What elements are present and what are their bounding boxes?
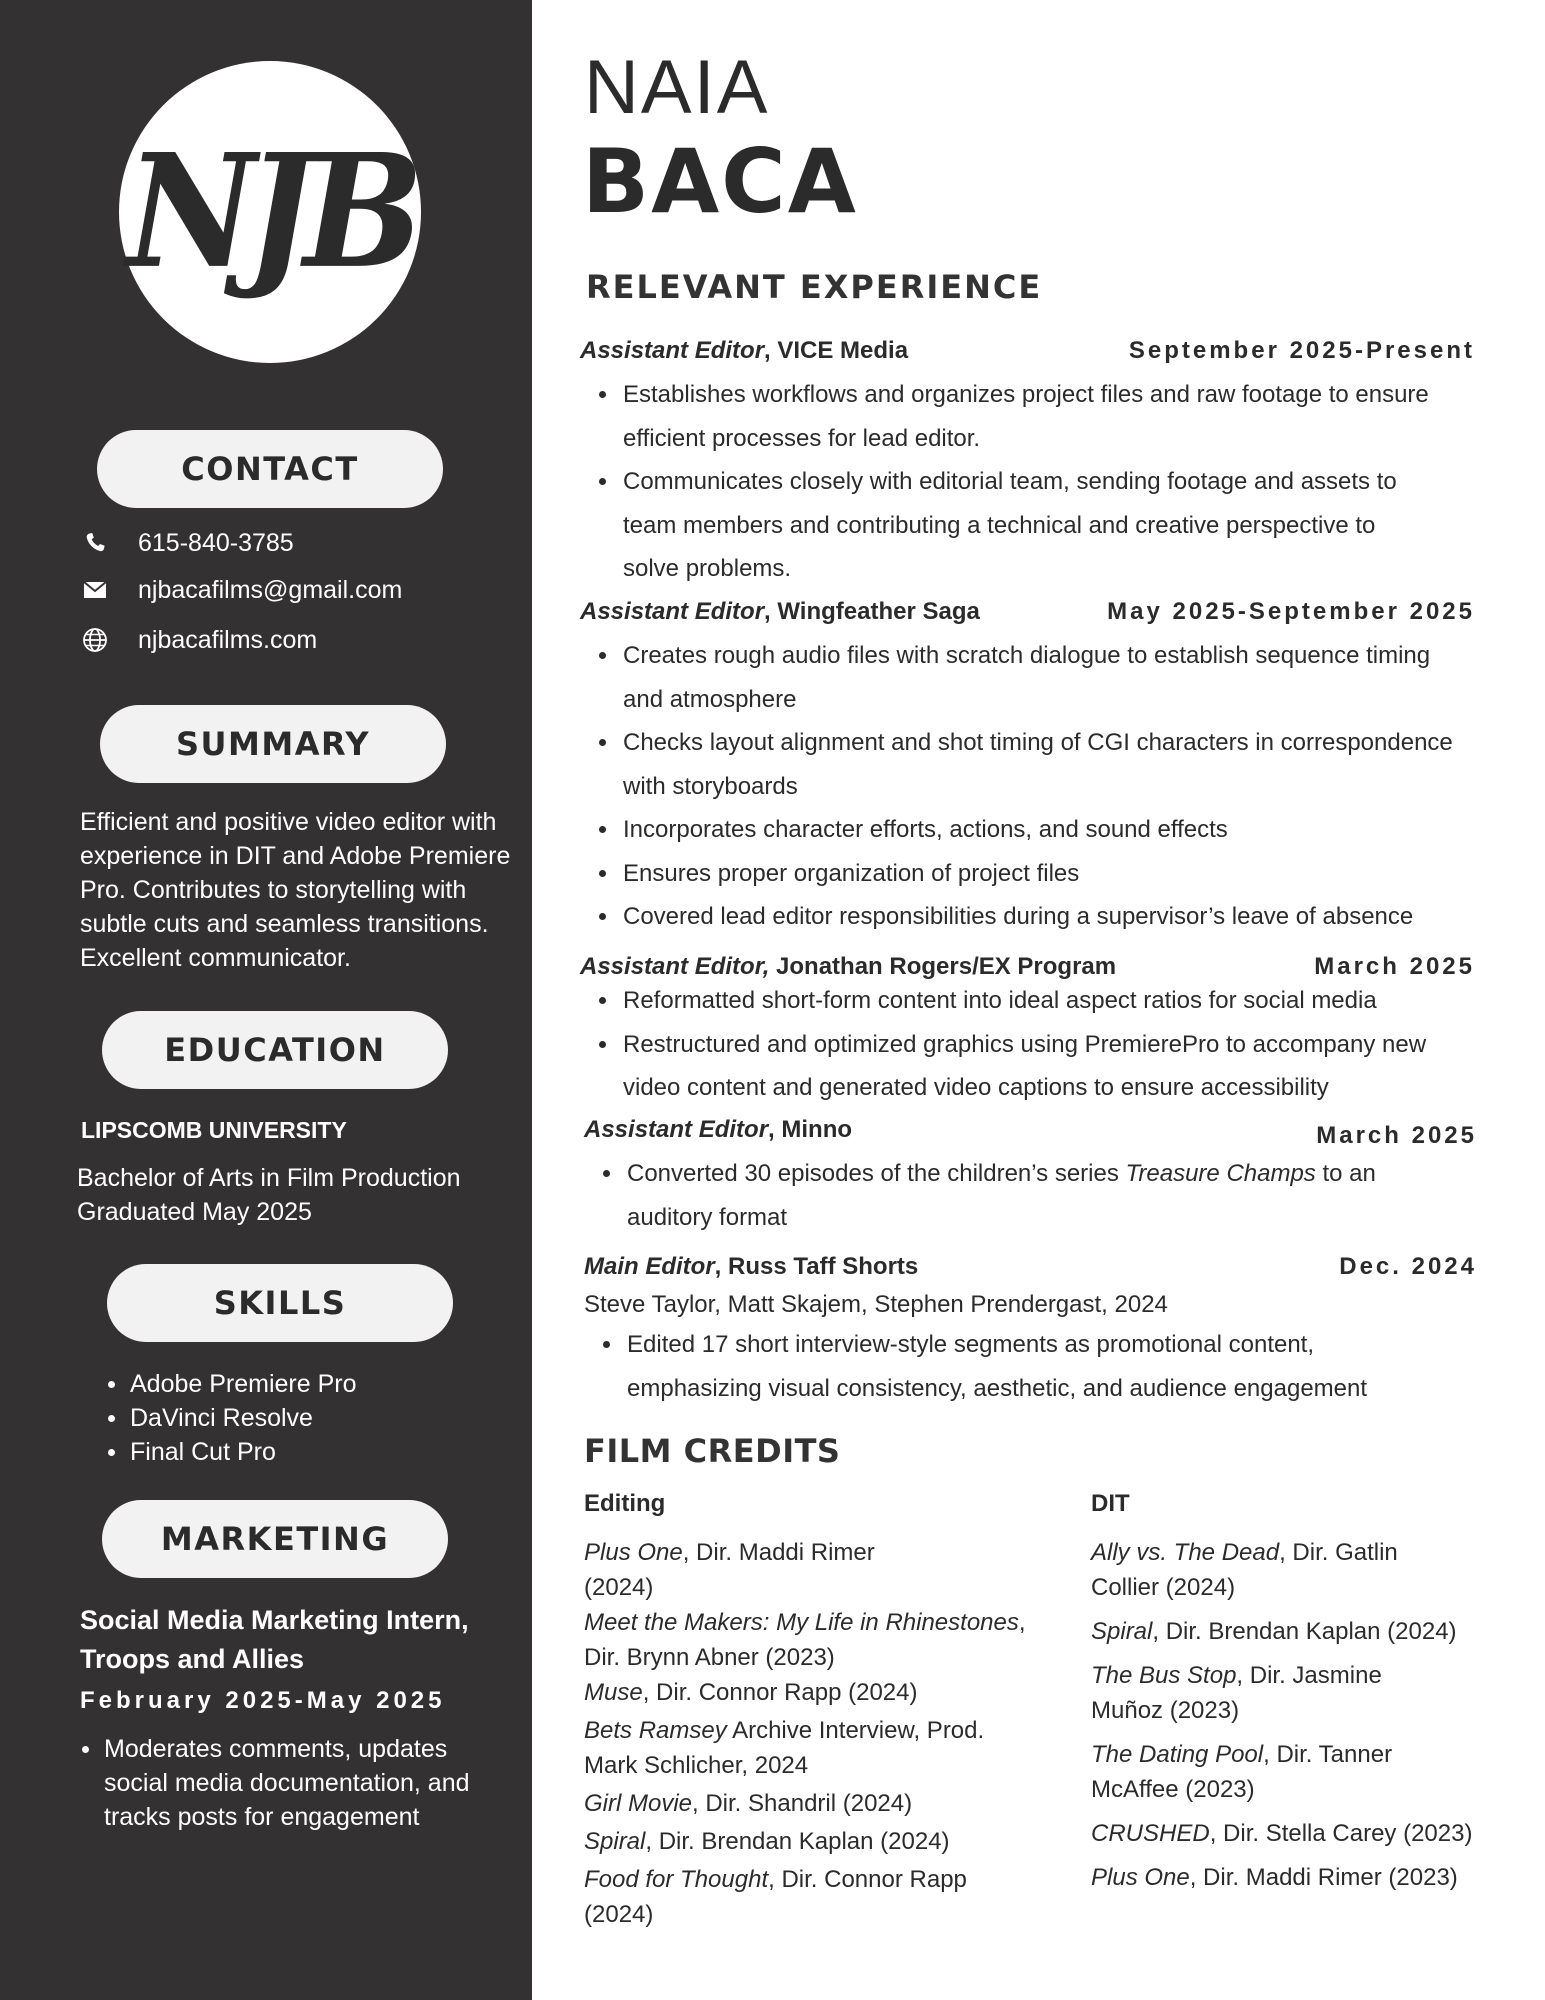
job-bullet <box>596 634 1453 721</box>
film-title: Meet the Makers: My Life in Rhinestones <box>584 1609 1019 1636</box>
summary-line: Pro. Contributes to storytelling with <box>80 876 467 904</box>
credit-item <box>584 1786 1026 1821</box>
graduation: Graduated May 2025 <box>77 1198 312 1226</box>
bullet-line: solve problems. <box>623 555 792 582</box>
job-bullet <box>600 1152 1376 1239</box>
bullet-line: team members and contributing a technical and creative perspective to <box>623 511 1376 539</box>
job-org: , VICE Media <box>764 337 909 364</box>
film-title: Spiral <box>1091 1618 1153 1645</box>
film-title: The Dating Pool <box>1091 1741 1264 1768</box>
contact-heading: CONTACT <box>97 430 443 508</box>
credit-detail: , Dir. Shandril (2024) <box>692 1790 913 1817</box>
contact-phone <box>80 528 294 558</box>
credit-item <box>1091 1816 1472 1851</box>
credit-detail: , <box>1018 1609 1026 1636</box>
credit-detail: , Dir. Stella Carey (2023) <box>1209 1820 1473 1847</box>
bullet-line: emphasizing visual consistency, aesthetic, and audience engagement <box>627 1374 1368 1402</box>
credit-item <box>1091 1737 1472 1772</box>
credit-detail: (2024) <box>584 1901 654 1928</box>
film-title: Bets Ramsey <box>584 1717 727 1744</box>
credit-detail: , Dir. Brendan Kaplan (2024) <box>1152 1618 1457 1645</box>
credit-item <box>1091 1860 1472 1895</box>
film-credits-heading: FILM CREDITS <box>584 1432 841 1470</box>
bullet-line: Edited 17 short interview-style segments as promotional content, <box>627 1331 1315 1358</box>
credit-detail: , Dir. Maddi Rimer (2023) <box>1189 1864 1458 1891</box>
job-header <box>584 1251 1477 1283</box>
dit-heading: DIT <box>1091 1490 1130 1517</box>
job-bullet <box>596 979 1426 1023</box>
dit-credits <box>1091 1535 1472 1895</box>
job-title: Assistant Editor <box>584 1116 769 1143</box>
marketing-role-line: Social Media Marketing Intern, <box>80 1605 469 1635</box>
job-bullet <box>596 852 1453 896</box>
last-name: BACA <box>582 130 858 233</box>
credit-item <box>584 1862 1026 1897</box>
logo-monogram: NJB <box>126 120 414 304</box>
globe-icon <box>80 625 110 655</box>
job-bullets <box>596 979 1426 1110</box>
credit-detail: , Dir. Brendan Kaplan (2024) <box>645 1828 950 1855</box>
credit-detail: McAffee (2023) <box>1091 1776 1255 1803</box>
logo <box>119 61 421 363</box>
bullet-text: Converted 30 episodes of the children’s series <box>627 1160 1126 1187</box>
job-bullet <box>596 1023 1426 1110</box>
credit-item <box>584 1713 1026 1748</box>
summary-line: subtle cuts and seamless transitions. <box>80 910 489 938</box>
experience-heading: RELEVANT EXPERIENCE <box>586 268 1043 306</box>
summary-line: experience in DIT and Adobe Premiere <box>80 842 511 870</box>
film-title: Plus One <box>1091 1864 1190 1891</box>
film-title: Ally vs. The Dead <box>1091 1539 1280 1566</box>
summary-text <box>80 805 510 975</box>
marketing-role <box>80 1601 469 1679</box>
job-dates: September 2025-Present <box>1128 337 1475 364</box>
job-bullet <box>596 895 1453 939</box>
school-name: LIPSCOMB UNIVERSITY <box>81 1117 347 1143</box>
job-header <box>580 335 1475 367</box>
credit-detail: Dir. Brynn Abner (2023) <box>584 1644 835 1671</box>
job-org: , Wingfeather Saga <box>764 598 980 625</box>
bullet-line: Checks layout alignment and shot timing of CGI characters in correspondence <box>623 729 1453 756</box>
credit-item <box>584 1675 1026 1710</box>
job-bullet <box>596 721 1453 808</box>
editing-credits <box>584 1535 1026 1932</box>
job-bullets <box>596 634 1453 939</box>
marketing-bullet-line: tracks posts for engagement <box>104 1803 420 1831</box>
marketing-bullet <box>78 1732 470 1834</box>
skills-heading: SKILLS <box>107 1264 453 1342</box>
job-header <box>580 596 1475 628</box>
credit-detail: (2024) <box>584 1574 654 1601</box>
job-bullet <box>596 373 1429 460</box>
bullet-line: Communicates closely with editorial team, sending footage and assets to <box>623 468 1397 495</box>
marketing-bullets <box>78 1732 470 1834</box>
credit-detail: , Dir. Tanner <box>1263 1741 1393 1768</box>
film-title: Muse <box>584 1679 643 1706</box>
bullet-line: Ensures proper organization of project files <box>623 859 1080 887</box>
credit-detail: , Dir. Connor Rapp (2024) <box>642 1679 918 1706</box>
phone-number[interactable]: 615-840-3785 <box>138 528 294 557</box>
envelope-icon <box>80 575 110 605</box>
credit-detail: Collier (2024) <box>1091 1574 1236 1601</box>
bullet-line: Creates rough audio files with scratch dialogue to establish sequence timing <box>623 642 1431 669</box>
bullet-line: Restructured and optimized graphics using PremierePro to accompany new <box>623 1030 1427 1058</box>
film-title: Plus One <box>584 1539 683 1566</box>
job-subline: Steve Taylor, Matt Skajem, Stephen Prendergast, 2024 <box>584 1291 1168 1318</box>
bullet-line: Reformatted short-form content into ideal aspect ratios for social media <box>623 987 1377 1014</box>
first-name: NAIA <box>584 45 770 130</box>
sidebar <box>0 0 532 2000</box>
marketing-bullet-line: social media documentation, and <box>104 1769 470 1797</box>
film-title: Spiral <box>584 1828 646 1855</box>
education-heading: EDUCATION <box>102 1011 448 1089</box>
job-dates: March 2025 <box>1316 1122 1477 1149</box>
job-bullets <box>600 1152 1376 1239</box>
job-org: , Russ Taff Shorts <box>714 1253 919 1280</box>
bullet-line: Establishes workflows and organizes project files and raw footage to ensure <box>623 381 1429 408</box>
job-title: Assistant Editor <box>580 598 765 625</box>
credit-detail: Muñoz (2023) <box>1091 1697 1240 1724</box>
summary-heading: SUMMARY <box>100 705 446 783</box>
job-org: Jonathan Rogers/EX Program <box>769 953 1117 980</box>
job-bullet <box>600 1323 1367 1410</box>
job-title: Main Editor <box>584 1253 715 1280</box>
film-title: Food for Thought <box>584 1866 769 1893</box>
bullet-line: efficient processes for lead editor. <box>623 424 981 452</box>
job-title: Assistant Editor <box>580 337 765 364</box>
bullet-line: with storyboards <box>623 772 798 800</box>
credit-detail: Archive Interview, Prod. <box>726 1717 985 1744</box>
credit-detail: , Dir. Jasmine <box>1236 1662 1382 1689</box>
film-title: Girl Movie <box>584 1790 693 1817</box>
job-bullet <box>596 460 1429 591</box>
marketing-dates: February 2025-May 2025 <box>80 1687 446 1714</box>
job-header <box>584 1114 1477 1149</box>
phone-icon <box>80 528 110 558</box>
bullet-line: Covered lead editor responsibilities during a supervisor’s leave of absence <box>623 903 1414 930</box>
skill-item: DaVinci Resolve <box>104 1401 357 1435</box>
bullet-line: auditory format <box>627 1203 788 1231</box>
job-title: Assistant Editor, <box>580 953 770 980</box>
credit-detail: , Dir. Gatlin <box>1279 1539 1398 1566</box>
credit-item <box>1091 1614 1472 1649</box>
credit-item <box>1091 1535 1472 1570</box>
credit-item <box>584 1535 1026 1570</box>
series-title: Treasure Champs <box>1125 1160 1316 1187</box>
bullet-line <box>627 1152 1376 1196</box>
email-address[interactable]: njbacafilms@gmail.com <box>138 575 403 604</box>
skill-item: Final Cut Pro <box>104 1435 357 1469</box>
skills-list <box>104 1367 357 1469</box>
film-title: CRUSHED <box>1091 1820 1210 1847</box>
marketing-heading: MARKETING <box>102 1500 448 1578</box>
editing-heading: Editing <box>584 1490 666 1517</box>
job-bullets <box>596 373 1429 591</box>
credit-detail: Mark Schlicher, 2024 <box>584 1752 809 1779</box>
credit-detail: , Dir. Connor Rapp <box>768 1866 967 1893</box>
job-dates: Dec. 2024 <box>1339 1253 1477 1280</box>
credit-item <box>1091 1658 1472 1693</box>
skill-item: Adobe Premiere Pro <box>104 1367 357 1401</box>
bullet-line: Incorporates character efforts, actions, and sound effects <box>623 816 1228 843</box>
contact-email <box>80 575 402 605</box>
bullet-line: video content and generated video captions to ensure accessibility <box>623 1074 1329 1101</box>
bullet-text: to an <box>1315 1160 1376 1187</box>
marketing-bullet-line: Moderates comments, updates <box>104 1735 448 1763</box>
marketing-role-line: Troops and Allies <box>80 1644 305 1674</box>
degree: Bachelor of Arts in Film Production <box>77 1164 461 1192</box>
credit-item <box>584 1824 1026 1859</box>
summary-line: Excellent communicator. <box>80 944 351 972</box>
credit-detail: , Dir. Maddi Rimer <box>682 1539 875 1566</box>
job-dates: March 2025 <box>1314 953 1475 980</box>
job-dates: May 2025-September 2025 <box>1107 598 1475 625</box>
summary-line: Efficient and positive video editor with <box>80 808 497 836</box>
job-bullets <box>600 1323 1367 1410</box>
contact-website <box>80 625 317 655</box>
job-bullet <box>596 808 1453 852</box>
credit-item <box>584 1605 1026 1640</box>
bullet-line: and atmosphere <box>623 685 797 713</box>
film-title: The Bus Stop <box>1091 1662 1237 1689</box>
website-link[interactable]: njbacafilms.com <box>138 625 318 654</box>
job-org: , Minno <box>768 1116 853 1143</box>
